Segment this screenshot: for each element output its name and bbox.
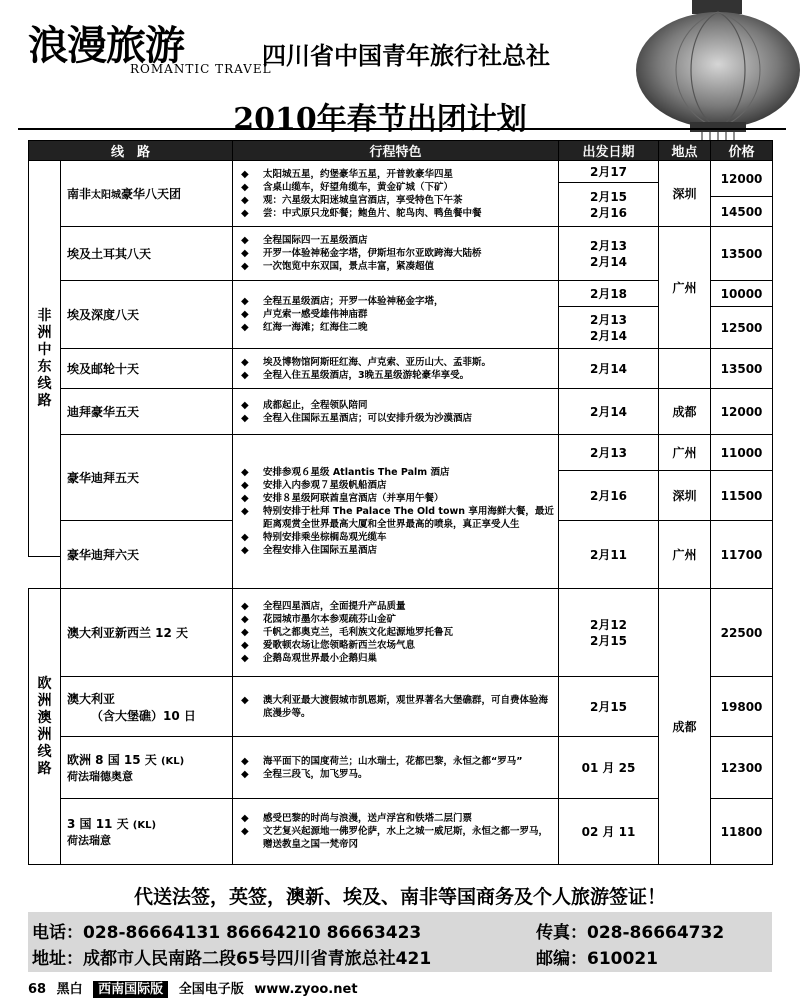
- page-title: 2010年春节出团计划: [233, 102, 527, 137]
- list-item: ◆ 红海一海滩；红海住二晚: [237, 321, 554, 334]
- list-item: ◆ 成都起止，全程领队陪同: [237, 399, 554, 412]
- place: 成都: [659, 389, 711, 435]
- list-item: ◆ 太阳城五星，约堡豪华五星，开普敦豪华四星: [237, 168, 554, 181]
- list-item: ◆ 全程国际四一五星级酒店: [237, 234, 554, 247]
- list-item: ◆ 卢克索一感受雄伟神庙群: [237, 308, 554, 321]
- route-name: 3 国 11 天 (KL) 荷法瑞意: [61, 799, 233, 865]
- col-header-features: 行程特色: [233, 141, 559, 161]
- route-name: 豪华迪拜六天: [61, 521, 233, 589]
- route-features: [233, 161, 559, 227]
- price: 11000: [711, 435, 773, 471]
- route-name: 澳大利亚新西兰 12 天: [61, 589, 233, 677]
- price: 12300: [711, 737, 773, 799]
- departure-date: 02 月 11: [559, 799, 659, 865]
- departure-date: 2月14: [559, 389, 659, 435]
- logo-subtitle: ROMANTIC TRAVEL: [130, 62, 272, 76]
- departure-date: 2月11: [559, 521, 659, 589]
- route-features: [233, 737, 559, 799]
- agency-name: 四川省中国青年旅行社总社: [262, 42, 550, 70]
- departure-date: 2月14: [559, 349, 659, 389]
- departure-date: 2月12 2月15: [559, 589, 659, 677]
- edition-label: 全国电子版: [178, 982, 244, 997]
- departure-date: 2月13: [559, 435, 659, 471]
- route-name: 豪华迪拜五天: [61, 435, 233, 521]
- lantern-icon: [632, 0, 800, 148]
- route-name: 埃及土耳其八天: [61, 227, 233, 281]
- list-item: ◆ 埃及博物馆阿斯旺红海、卢克索、亚历山大、孟菲斯。: [237, 356, 554, 369]
- route-features: [233, 589, 559, 677]
- route-features: [233, 435, 559, 589]
- route-features: [233, 349, 559, 389]
- price: 11800: [711, 799, 773, 865]
- fax-line: 传真：028-86664732: [536, 923, 725, 943]
- route-features: [233, 677, 559, 737]
- route-name: 迪拜豪华五天: [61, 389, 233, 435]
- list-item: ◆ 含桌山缆车，好望角缆车，黄金矿城（下矿）: [237, 181, 554, 194]
- title-divider: [18, 128, 786, 130]
- departure-date: 2月18: [559, 281, 659, 307]
- page-footer: [28, 978, 772, 1000]
- list-item: ◆ 安排参观６星级 Atlantis The Palm 酒店: [237, 466, 554, 479]
- section-badge: 西南国际版: [93, 981, 168, 998]
- price: 13500: [711, 349, 773, 389]
- route-features: [233, 799, 559, 865]
- phone-line: 电话：028-86664131 86664210 86663423: [32, 923, 422, 943]
- route-name: 欧洲 8 国 15 天 (KL) 荷法瑞德奥意: [61, 737, 233, 799]
- price: 22500: [711, 589, 773, 677]
- list-item: ◆ 文艺复兴起源地一佛罗伦萨，水上之城一威尼斯，永恒之都一罗马，赠送教皇之国一梵帝冈: [237, 825, 554, 851]
- col-header-place: 地点: [659, 141, 711, 161]
- list-item: ◆ 全程四星酒店，全面提升产品质量: [237, 600, 554, 613]
- table-row: [29, 349, 773, 389]
- site-link[interactable]: www.zyoo.net: [254, 982, 358, 997]
- address-line: 地址：成都市人民南路二段65号四川省青旅总社421: [32, 949, 432, 969]
- place: 广州: [659, 227, 711, 349]
- list-item: ◆ 全程入住国际五星酒店；可以安排升级为沙漠酒店: [237, 412, 554, 425]
- route-name: 南非太阳城豪华八天团: [61, 161, 233, 227]
- departure-date: 2月15 2月16: [559, 183, 659, 227]
- price: 10000: [711, 281, 773, 307]
- contact-block: [28, 912, 772, 972]
- region-label: 欧洲澳洲线路: [29, 589, 61, 865]
- price: 11700: [711, 521, 773, 589]
- list-item: ◆ 尝：中式原只龙虾餐；鲍鱼片、鸵鸟肉、鸭鱼餐中餐: [237, 207, 554, 220]
- route-name: 澳大利亚 （含大堡礁）10 日: [61, 677, 233, 737]
- region-label: 非洲中东线路: [29, 161, 61, 557]
- departure-date: 01 月 25: [559, 737, 659, 799]
- departure-date: 2月13 2月14: [559, 307, 659, 349]
- list-item: ◆ 全程入住五星级酒店，3晚五星级游轮豪华享受。: [237, 369, 554, 382]
- route-features: [233, 389, 559, 435]
- place: 广州: [659, 521, 711, 589]
- list-item: ◆ 海平面下的国度荷兰；山水瑞士，花都巴黎，永恒之都“罗马”: [237, 755, 554, 768]
- route-name: 埃及深度八天: [61, 281, 233, 349]
- logo-text: 浪漫旅游: [28, 23, 184, 69]
- list-item: ◆ 安排入内参观７星级帆船酒店: [237, 479, 554, 492]
- list-item: ◆ 全程三段飞，加飞罗马。: [237, 768, 554, 781]
- list-item: ◆ 一次饱览中东双国，景点丰富，紧凑超值: [237, 260, 554, 273]
- table-row: [29, 161, 773, 183]
- place: 深圳: [659, 161, 711, 227]
- print-mode: 黑白: [56, 982, 83, 997]
- col-header-date: 出发日期: [559, 141, 659, 161]
- departure-date: 2月15: [559, 677, 659, 737]
- route-features: [233, 227, 559, 281]
- price: 14500: [711, 197, 773, 227]
- list-item: ◆ 感受巴黎的时尚与浪漫，送卢浮宫和铁塔二层门票: [237, 812, 554, 825]
- table-row: [29, 389, 773, 435]
- departure-date: 2月16: [559, 471, 659, 521]
- place: 广州: [659, 435, 711, 471]
- list-item: ◆ 千帆之都奥克兰，毛利族文化起源地罗托鲁瓦: [237, 626, 554, 639]
- departure-date: 2月17: [559, 161, 659, 183]
- price: 11500: [711, 471, 773, 521]
- list-item: ◆ 安排８星级阿联酋皇宫酒店（并享用午餐）: [237, 492, 554, 505]
- list-item: ◆ 花园城市墨尔本参观疏芬山金矿: [237, 613, 554, 626]
- col-header-price: 价格: [711, 141, 773, 161]
- place: 成都: [659, 589, 711, 865]
- table-row: [29, 589, 773, 677]
- list-item: ◆ 企鹅岛观世界最小企鹅归巢: [237, 652, 554, 665]
- list-item: ◆ 特别安排乘坐棕榈岛观光缆车: [237, 531, 554, 544]
- place: 深圳: [659, 471, 711, 521]
- route-features: [233, 281, 559, 349]
- list-item: ◆ 观：六星级太阳迷城皇宫酒店，享受特色下午茶: [237, 194, 554, 207]
- col-header-route: 线 路: [29, 141, 233, 161]
- schedule-table: [28, 140, 773, 865]
- price: 13500: [711, 227, 773, 281]
- place: [659, 349, 711, 389]
- price: 12000: [711, 161, 773, 197]
- table-header-row: [29, 141, 773, 161]
- route-name: 埃及邮轮十天: [61, 349, 233, 389]
- list-item: ◆ 爱歌顿农场让您领略新西兰农场气息: [237, 639, 554, 652]
- zip-line: 邮编：610021: [536, 949, 658, 969]
- list-item: ◆ 开罗一体验神秘金字塔，伊斯坦布尔亚欧跨海大陆桥: [237, 247, 554, 260]
- list-item: ◆ 全程五星级酒店；开罗一体验神秘金字塔，: [237, 295, 554, 308]
- list-item: ◆ 全程安排入住国际五星酒店: [237, 544, 554, 557]
- departure-date: 2月13 2月14: [559, 227, 659, 281]
- visa-notice: 代送法签，英签，澳新、埃及、南非等国商务及个人旅游签证！: [133, 886, 666, 908]
- price: 19800: [711, 677, 773, 737]
- table-row: [29, 435, 773, 471]
- table-row: [29, 227, 773, 281]
- list-item: ◆ 特别安排于杜拜 The Palace The Old town 享用海鲜大餐，最近距离观赏全世界最高大厦和全世界最高的喷泉，真正享受人生: [237, 505, 554, 531]
- price: 12000: [711, 389, 773, 435]
- list-item: ◆ 澳大利亚最大渡假城市凯恩斯，观世界著名大堡礁群，可自费体验海底漫步等。: [237, 694, 554, 720]
- price: 12500: [711, 307, 773, 349]
- page-number: 68: [28, 982, 47, 997]
